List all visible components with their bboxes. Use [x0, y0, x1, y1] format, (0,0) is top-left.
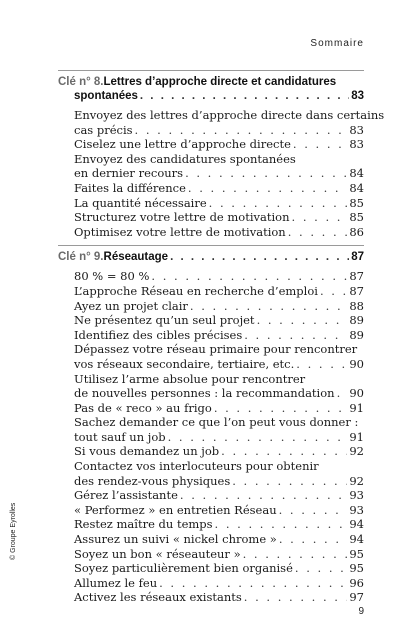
- entry-page: 92: [349, 473, 364, 488]
- entry-title: Allumez le feu: [74, 575, 158, 590]
- dot-leader: [288, 225, 348, 240]
- toc-entry[interactable]: [74, 444, 364, 459]
- entry-page: 90: [349, 386, 364, 401]
- entry-list: [58, 269, 364, 605]
- entry-line: [74, 415, 364, 430]
- dot-leader: [188, 181, 347, 196]
- toc-entry[interactable]: [74, 210, 364, 225]
- entry-page: 87: [349, 283, 364, 298]
- entry-title: Si vous demandez un job: [74, 444, 220, 459]
- entry-line: [74, 459, 364, 474]
- entry-line: [74, 488, 364, 503]
- dot-leader: [185, 166, 347, 181]
- entry-page: 85: [349, 210, 364, 225]
- entry-title: Gérez l’assistante: [74, 488, 178, 503]
- toc-entry[interactable]: [74, 459, 364, 488]
- entry-line: [74, 517, 364, 532]
- running-head: Sommaire: [310, 38, 364, 49]
- dot-leader: [215, 517, 348, 532]
- toc-entry[interactable]: [74, 181, 364, 196]
- entry-title: Faites la différence: [74, 180, 186, 195]
- chapter-page: 83: [351, 90, 364, 102]
- entry-page: 91: [349, 429, 364, 444]
- chapter-number: Clé n° 8.: [58, 76, 104, 88]
- toc-entry[interactable]: [74, 108, 385, 137]
- chapter-number: Clé n° 9.: [58, 251, 104, 264]
- toc-entry[interactable]: [74, 401, 364, 416]
- toc-entry[interactable]: [74, 328, 364, 343]
- entry-title: cas précis: [74, 122, 133, 137]
- entry-title: Contactez vos interlocuteurs pour obtenir: [74, 459, 319, 474]
- entry-line: [74, 299, 364, 314]
- entry-line: [74, 196, 364, 211]
- entry-title: Soyez un bon « réseauteur »: [74, 546, 241, 561]
- toc-chapter: [58, 245, 364, 605]
- copyright-notice: © Groupe Eyrolles: [10, 502, 17, 560]
- entry-line: [74, 430, 364, 445]
- entry-line: [74, 503, 364, 518]
- toc-entry[interactable]: [74, 342, 364, 371]
- dot-leader: [320, 284, 347, 299]
- dot-leader: [209, 196, 348, 211]
- dot-leader: [214, 401, 348, 416]
- dot-leader: [232, 474, 347, 489]
- entry-line: [74, 401, 364, 416]
- entry-line: [74, 123, 364, 138]
- entry-title: Dépassez votre réseau primaire pour rencontrer: [74, 342, 358, 357]
- chapter-page: 87: [351, 251, 364, 264]
- entry-title: Ne présentez qu’un seul projet: [74, 313, 255, 328]
- entry-line: [74, 357, 364, 372]
- chapter-divider: [58, 245, 364, 246]
- chapter-heading-line: [58, 250, 364, 264]
- dot-leader: [135, 123, 348, 138]
- entry-line: [74, 372, 364, 387]
- entry-line: [74, 590, 364, 605]
- dot-leader: [190, 299, 347, 314]
- entry-page: 91: [349, 400, 364, 415]
- entry-line: [74, 342, 364, 357]
- entry-title: Restez maître du temps: [74, 517, 213, 532]
- entry-title: Activez les réseaux existants: [74, 590, 242, 605]
- entry-title: Assurez un suivi « nickel chrome »: [74, 532, 277, 547]
- entry-line: [74, 152, 364, 167]
- entry-page: 84: [349, 166, 364, 181]
- entry-line: [74, 225, 364, 240]
- entry-list: [58, 108, 385, 239]
- chapter-heading[interactable]: [58, 250, 364, 264]
- chapter-title: Lettres d’approche directe et candidatures: [103, 76, 337, 88]
- entry-line: [74, 328, 364, 343]
- entry-title: Optimisez votre lettre de motivation: [74, 224, 286, 239]
- dot-leader: [279, 503, 348, 518]
- entry-line: [74, 474, 364, 489]
- entry-title: Envoyez des lettres d’approche directe dans certains: [74, 108, 385, 122]
- entry-title: La quantité nécessaire: [74, 195, 207, 210]
- entry-title: 80 % = 80 %: [74, 269, 150, 284]
- toc-entry[interactable]: [74, 196, 364, 211]
- entry-title: des rendez-vous physiques: [74, 473, 231, 488]
- dot-leader: [151, 269, 347, 284]
- entry-line: [74, 547, 364, 562]
- toc-entry[interactable]: [74, 225, 364, 240]
- toc-entry[interactable]: [74, 137, 364, 152]
- entry-line: [74, 269, 364, 284]
- chapter-title: Réseautage: [103, 251, 169, 264]
- chapter-heading-line: [58, 75, 364, 89]
- entry-line: [74, 108, 385, 123]
- entry-line: [74, 166, 364, 181]
- dot-leader: [180, 488, 347, 503]
- entry-title: « Performez » en entretien Réseau: [74, 502, 277, 517]
- toc-entry[interactable]: [74, 284, 364, 299]
- entry-line: [74, 210, 364, 225]
- toc-entry[interactable]: [74, 415, 364, 444]
- dot-leader: [221, 444, 347, 459]
- entry-page: 89: [349, 327, 364, 342]
- dot-leader: [257, 313, 348, 328]
- toc-entry[interactable]: [74, 576, 364, 591]
- entry-title: Structurez votre lettre de motivation: [74, 210, 290, 225]
- dot-leader: [293, 137, 347, 152]
- entry-title: Sachez demander ce que l’on peut vous donner :: [74, 415, 359, 430]
- chapter-title: spontanées: [74, 90, 138, 102]
- entry-title: en dernier recours: [74, 166, 184, 181]
- entry-page: 83: [349, 137, 364, 152]
- entry-title: L’approche Réseau en recherche d’emploi: [74, 283, 318, 298]
- entry-page: 87: [349, 269, 364, 284]
- entry-line: [74, 532, 364, 547]
- entry-page: 93: [349, 488, 364, 503]
- dot-leader: [244, 590, 348, 605]
- entry-page: 84: [349, 180, 364, 195]
- entry-page: 97: [349, 590, 364, 605]
- dot-leader: [279, 532, 348, 547]
- toc-entry[interactable]: [74, 269, 364, 284]
- dot-leader: [140, 89, 349, 103]
- chapter-heading[interactable]: [58, 75, 364, 103]
- entry-title: de nouvelles personnes : la recommandation: [74, 386, 335, 401]
- entry-page: 94: [349, 517, 364, 532]
- entry-line: [74, 137, 364, 152]
- dot-leader: [168, 430, 348, 445]
- entry-page: 95: [349, 561, 364, 576]
- dot-leader: [244, 328, 347, 343]
- entry-title: Ciselez une lettre d’approche directe: [74, 137, 291, 152]
- toc-entry[interactable]: [74, 590, 364, 605]
- page-number: 9: [358, 606, 364, 617]
- entry-line: [74, 386, 364, 401]
- dot-leader: [159, 576, 347, 591]
- dot-leader: [295, 561, 347, 576]
- entry-title: Utilisez l’arme absolue pour rencontrer: [74, 371, 306, 386]
- entry-line: [74, 181, 364, 196]
- entry-title: Pas de « reco » au frigo: [74, 400, 212, 415]
- entry-page: 88: [349, 298, 364, 313]
- toc-entry[interactable]: [74, 503, 364, 518]
- table-of-contents: [58, 70, 385, 611]
- entry-line: [74, 561, 364, 576]
- entry-line: [74, 444, 364, 459]
- toc-entry[interactable]: [74, 299, 364, 314]
- toc-chapter: [58, 70, 385, 239]
- toc-entry[interactable]: [74, 152, 364, 181]
- entry-title: Ayez un projet clair: [74, 298, 188, 313]
- entry-page: 96: [349, 575, 364, 590]
- entry-title: tout sauf un job: [74, 429, 166, 444]
- dot-leader: [292, 210, 348, 225]
- toc-entry[interactable]: [74, 517, 364, 532]
- dot-leader: [337, 386, 348, 401]
- entry-page: 92: [349, 444, 364, 459]
- entry-page: 94: [349, 532, 364, 547]
- chapter-heading-line: [58, 89, 364, 103]
- toc-entry[interactable]: [74, 488, 364, 503]
- entry-title: Soyez particulièrement bien organisé: [74, 561, 293, 576]
- chapter-divider: [58, 70, 364, 71]
- entry-page: 89: [349, 313, 364, 328]
- toc-entry[interactable]: [74, 532, 364, 547]
- toc-entry[interactable]: [74, 372, 364, 401]
- entry-page: 86: [349, 224, 364, 239]
- entry-page: 83: [349, 122, 364, 137]
- dot-leader: [243, 547, 348, 562]
- entry-title: vos réseaux secondaire, tertiaire, etc.: [74, 356, 295, 371]
- toc-entry[interactable]: [74, 313, 364, 328]
- entry-line: [74, 576, 364, 591]
- dot-leader: [296, 357, 347, 372]
- entry-page: 93: [349, 502, 364, 517]
- entry-line: [74, 284, 364, 299]
- toc-entry[interactable]: [74, 561, 364, 576]
- entry-line: [74, 313, 364, 328]
- entry-page: 95: [349, 546, 364, 561]
- dot-leader: [170, 250, 349, 264]
- toc-entry[interactable]: [74, 547, 364, 562]
- entry-page: 85: [349, 195, 364, 210]
- entry-title: Envoyez des candidatures spontanées: [74, 151, 296, 166]
- entry-title: Identifiez des cibles précises: [74, 327, 243, 342]
- entry-page: 90: [349, 356, 364, 371]
